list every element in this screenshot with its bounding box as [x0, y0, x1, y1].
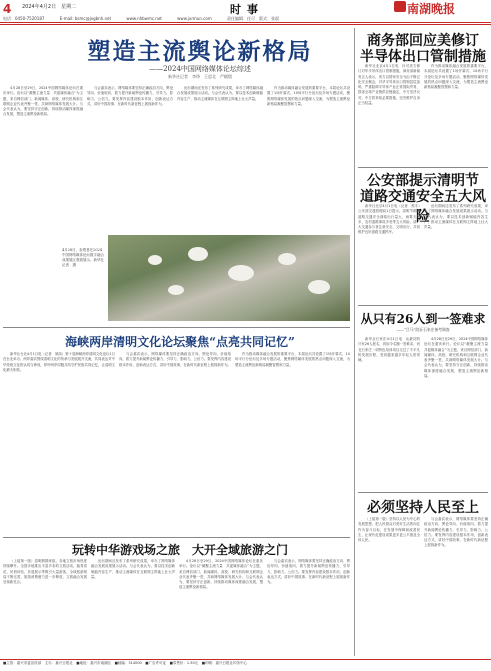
lead-photo [108, 235, 350, 321]
lead-subhead: ——2024中国网络媒体论坛综述 [149, 65, 251, 73]
right2-column-2: 论坛期间还发布了系列研究成果，举办了网络媒体融合发展成果展示活动。与会代表认为，要以技术创新赋能内容生产，推动主流媒体在互联网主阵地上壮大声量。 [424, 204, 488, 230]
right3-subhead: ——“吕马”院证石家庄备考调查 [396, 327, 450, 332]
divider [358, 305, 488, 306]
column-divider [354, 28, 355, 656]
divider [358, 167, 488, 168]
lead-column-2: 与会嘉宾表示，网络媒体要坚持正确政治方向、舆论导向、价值取向，着力提升新闻舆论传播力、引导力、影响力、公信力。要发挥内容建设根本作用，创新表达方式，讲好中国故事，在新时代新征程上展现新作为。 [87, 86, 173, 106]
masthead [0, 0, 491, 14]
divider [3, 537, 350, 538]
right4-column-2: 与会嘉宾表示，网络媒体要坚持正确政治方向、舆论导向、价值取向，着力提升新闻舆论传播力、引导力、影响力、公信力。要发挥内容建设根本作用，创新表达方式，讲好中国故事，在新时代新征程上展现新作为。 [424, 517, 488, 548]
story2-column-3: 作为推动媒体融合发展的重要平台，本届论坛共设置了1场开幕式、10场平行分论坛及多场专题活动，聚焦网络媒体发展的热点问题深入交流，为塑造主流舆论新格局凝聚智慧和力量。 [235, 352, 350, 367]
lead-column-3: 论坛期间还发布了系列研究成果，举办了网络媒体融合发展成果展示活动。与会代表认为，要以技术创新赋能内容生产，推动主流媒体在互联网主阵地上壮大声量。 [177, 86, 263, 101]
header-rule-thin [0, 24, 491, 25]
story2-headline: 海峡两岸清明文化论坛聚焦“点亮共同记忆” [65, 335, 295, 349]
website-1: www.nhbwmc.net [126, 16, 162, 21]
right3-column-1: 新华社石家庄4月1日电 从最初的只有26人报名，到如今名额一签难求，河北石家庄一项特色培训项目走过了不平凡的发展历程，受到越来越多年轻人的青睐。 [358, 337, 420, 363]
lead-column-4: 作为推动媒体融合发展的重要平台，本届论坛共设置了1场开幕式、10场平行分论坛及多场专题活动，聚焦网络媒体发展的热点问题深入交流，为塑造主流舆论新格局凝聚智慧和力量。 [267, 86, 350, 106]
footer: ■主管：嘉兴市委宣传部 主办：嘉兴日报社 ■地址：嘉兴市南湖区 ■邮编：314000 ■广告许可证 ■零售价：1.50元 ■印刷：嘉兴日报社印务中心 [0, 659, 491, 671]
right1-headline: 商务部回应美修订 [367, 33, 479, 49]
right3-headline: 从只有26人到一签难求 [360, 312, 486, 326]
story3-column-2: 论坛期间还发布了系列研究成果，举办了网络媒体融合发展成果展示活动。与会代表认为，要以技术创新赋能内容生产，推动主流媒体在互联网主阵地上壮大声量。 [91, 559, 175, 579]
story3-column-3: 4月28日至29日，2024中国网络媒体论坛在重庆举行。论坛以“凝聚主流力量 共促媒体融合”为主题，来自网信部门、新闻媒体、高校、研究机构和互联网企业代表齐聚一堂，共商网络媒体发展大计。与会代表认为，要坚持守正创新，持续推动媒体深度融合发展，塑造主流舆论新格局。 [179, 559, 263, 590]
header-rule [0, 22, 491, 23]
right2-headline-2: 道路交通安全五大风险 [360, 189, 486, 225]
lead-column-1: 4月28日至29日，2024中国网络媒体论坛在重庆举行。论坛以“凝聚主流力量 共促媒体融合”为主题，来自网信部门、新闻媒体、高校、研究机构和互联网企业代表齐聚一堂，共商网络媒体发展大计。与会代表认为，要坚持守正创新，持续推动媒体深度融合发展，塑造主流舆论新格局。 [3, 86, 83, 117]
story2-column-2: 与会嘉宾表示，网络媒体要坚持正确政治方向、舆论导向、价值取向，着力提升新闻舆论传播力、引导力、影响力、公信力。要发挥内容建设根本作用，创新表达方式，讲好中国故事，在新时代新征程上展现新作为。 [119, 352, 231, 367]
right1-column-1: 新华社北京4月1日电 针对美方修订对华半导体出口管制措施，商务部新闻发言人表示，美方以国家安全为由不断泛化安全概念，对华半导体出口管制层层加码，严重阻碍半导体产业正常国际贸易，损害全球产业链供应链稳定，中方坚决反对。中方将采取必要措施，坚决维护自身正当权益。 [358, 64, 420, 106]
right3-column-2: 4月28日至29日，2024中国网络媒体论坛在重庆举行。论坛以“凝聚主流力量 共促媒体融合”为主题，来自网信部门、新闻媒体、高校、研究机构和互联网企业代表齐聚一堂，共商网络媒体发展大计。与会代表认为，要坚持守正创新，持续推动媒体深度融合发展，塑造主流舆论新格局。 [424, 337, 488, 379]
story3-headline: 玩转中华游戏场之旅 大开全域旅游之门 [71, 543, 289, 557]
issue-date: 2024年4月2日 星期二 [22, 4, 77, 10]
right4-column-1: （上接第一版）坚持以人民为中心的发展思想，把人民群众对美好生活的向往作为奋斗目标，在发展中保障和改善民生，让现代化建设成果更多更公平惠及全体人民。 [358, 517, 420, 543]
hotline: 电话：0450-7520187 [3, 16, 45, 21]
website-2: www.jxrmun.com [177, 16, 212, 21]
story3-column-4: 与会嘉宾表示，网络媒体要坚持正确政治方向、舆论导向、价值取向，着力提升新闻舆论传播力、引导力、影响力、公信力。要发挥内容建设根本作用，创新表达方式，讲好中国故事，在新时代新征程上展现新作为。 [267, 559, 350, 585]
story2-column-1: 新华社台北4月1日电（记者 姚纬）第十届海峡两岸清明文化论坛1日在台北举办。两岸嘉宾围绕清明文化的传承与发展展开交流，共同表达对中华传统文化的认同与珍视，呼吁两岸同胞共同守护民族共同记忆，让清明文化薪火相传。 [3, 352, 115, 372]
brand-name: 南湖晚报 [407, 2, 456, 16]
lead-headline: 塑造主流舆论新格局 [87, 38, 313, 65]
brand-logo-icon [394, 1, 406, 12]
divider [358, 492, 488, 493]
right2-headline: 公安部提示清明节 [367, 173, 479, 189]
right2-column-1: 新华社北京4月1日电（记者 熊丰）公安部交通管理局1日提示，清明节期间道路交通安全面临出行量大、雨雾天气多、农村道路事故多发等五大风险，请广大交通参与者注意安全，文明出行，共同维护良好道路交通秩序。 [358, 204, 420, 235]
page-number: 4 [3, 2, 12, 16]
photo-caption: 4月28日，参观者在2024中国网络媒体论坛数字融合成果展区观看展示。新华社记者 摄 [62, 248, 104, 267]
right1-headline-2: 半导体出口管制措施 [360, 49, 486, 65]
story3-column-1: （上接第一版）清明假期来临，各地文旅市场热度持续攀升。全国多地推出丰富多彩的文旅活动，踏青赏花、民俗体验、非遗展示等吸引大量游客，全域旅游格局不断完善，旅游消费潜力进一步释放，文旅融合发展呈现新亮点。 [3, 559, 87, 585]
divider [3, 327, 350, 328]
lead-byline: 新华社记者 李铮 王思北 严赋憬 [168, 74, 232, 79]
section-title: 时事 [230, 3, 264, 16]
email: E-mail: bsmc@jxgbnh.net [59, 16, 112, 21]
right1-column-2: 作为推动媒体融合发展的重要平台，本届论坛共设置了1场开幕式、10场平行分论坛及多场专题活动，聚焦网络媒体发展的热点问题深入交流，为塑造主流舆论新格局凝聚智慧和力量。 [424, 64, 488, 90]
right4-headline: 必须坚持人民至上 [367, 500, 479, 516]
editor-line: 责任编辑：任可 版式：张晨 [227, 16, 279, 21]
